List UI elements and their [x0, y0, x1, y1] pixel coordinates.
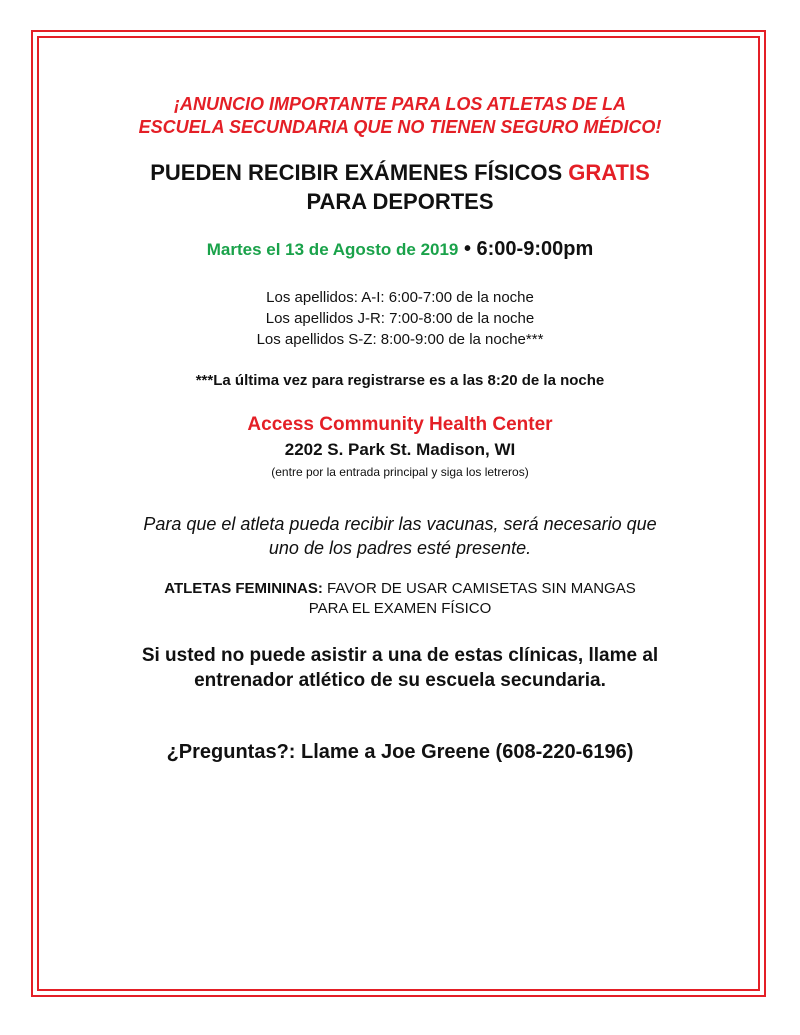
headline-text: PUEDEN RECIBIR EXÁMENES FÍSICOS [150, 160, 569, 185]
registration-note: ***La última vez para registrarse es a las 8:20 de la noche [195, 372, 605, 389]
announcement-line-1: ¡ANUNCIO IMPORTANTE PARA LOS ATLETAS DE LA [174, 94, 626, 114]
female-athletes-line-1 [60, 580, 740, 597]
announcement-line-2: ESCUELA SECUNDARIA QUE NO TIENEN SEGURO MÉDICO! [138, 117, 662, 137]
schedule-row: Los apellidos J-R: 7:00-8:00 de la noche [265, 310, 535, 327]
location-directions: (entre por la entrada principal y siga los letreros) [271, 465, 529, 479]
questions-contact: ¿Preguntas?: Llame a Joe Greene (608-220-6196) [166, 741, 634, 763]
vaccines-note-line-1: Para que el atleta pueda recibir las vacunas, será necesario que [143, 514, 657, 534]
female-athletes-line-2: PARA EL EXAMEN FÍSICO [308, 600, 492, 617]
location-address: 2202 S. Park St. Madison, WI [284, 440, 516, 459]
location-name: Access Community Health Center [247, 414, 553, 435]
headline-free: GRATIS [568, 160, 650, 185]
cannot-attend-line-2: entrenador atlético de su escuela secundaria. [194, 670, 606, 691]
female-athletes-label: ATLETAS FEMININAS: [164, 580, 323, 597]
schedule-row: Los apellidos S-Z: 8:00-9:00 de la noche*** [256, 331, 544, 348]
cannot-attend-line-1: Si usted no puede asistir a una de estas clínicas, llame al [141, 645, 659, 666]
headline-line-1 [60, 160, 740, 186]
event-date: Martes el 13 de Agosto de 2019 [206, 240, 459, 259]
headline-line-2: PARA DEPORTES [306, 189, 494, 214]
event-datetime [60, 238, 740, 261]
vaccines-note-line-2: uno de los padres esté presente. [268, 538, 532, 558]
female-athletes-text: FAVOR DE USAR CAMISETAS SIN MANGAS [322, 580, 636, 597]
schedule-row: Los apellidos: A-I: 6:00-7:00 de la noche [266, 289, 534, 306]
event-time: • 6:00-9:00pm [458, 238, 594, 260]
